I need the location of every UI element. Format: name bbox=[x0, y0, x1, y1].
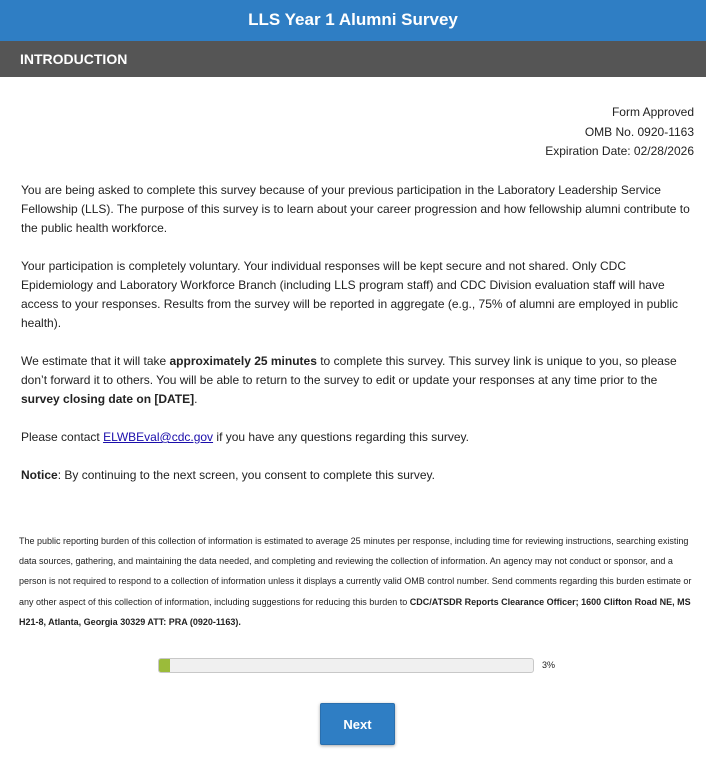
intro-paragraph-notice bbox=[21, 466, 693, 485]
progress-bar-fill bbox=[159, 659, 170, 672]
notice-label: Notice bbox=[21, 468, 58, 482]
intro-paragraph-purpose: You are being asked to complete this survey because of your previous participation in the Laboratory Leadership Service Fellowship (LLS). The purpose of this survey is to learn about your career progression and how fellowship alumni contribute to the public health workforce. bbox=[21, 183, 690, 235]
time-text-2: to complete this survey. This survey link is unique to you, so please don’t forward it to others. You will be able to return to the survey to edit or update your responses at any time prior to the bbox=[21, 354, 677, 387]
contact-text-2: if you have any questions regarding this survey. bbox=[213, 430, 469, 444]
contact-email-link[interactable]: ELWBEval@cdc.gov bbox=[103, 430, 214, 444]
time-text-3: . bbox=[194, 392, 198, 406]
expiration-date-text: Expiration Date: 02/28/2026 bbox=[545, 144, 694, 159]
intro-paragraph-time bbox=[21, 352, 693, 409]
intro-paragraph-contact bbox=[21, 428, 693, 447]
clearance-address: CDC/ATSDR Reports Clearance Officer; 1600 Clifton Road NE, MS H21-8, Atlanta, Georgia 30329 ATT: PRA (0920-1163). bbox=[19, 596, 691, 627]
closing-date: survey closing date on [DATE] bbox=[21, 392, 195, 406]
burden-statement bbox=[19, 531, 699, 632]
next-button[interactable]: Next bbox=[320, 703, 395, 745]
time-estimate: approximately 25 minutes bbox=[169, 354, 317, 368]
introduction-text bbox=[21, 181, 693, 504]
omb-approval-block bbox=[545, 103, 694, 162]
progress-bar bbox=[158, 658, 534, 673]
intro-paragraph-privacy: Your participation is completely voluntary. Your individual responses will be kept secure and not shared. Only CDC Epidemiology and Laboratory Workforce Branch (including LLS program staff) and CDC Division evaluation staff will have access to your responses. Results from the survey will be reported in aggregate (e.g., 75% of alumni are employed in public health). bbox=[21, 259, 678, 330]
section-title: INTRODUCTION bbox=[0, 41, 706, 77]
omb-number-text: OMB No. 0920-1163 bbox=[584, 124, 694, 139]
burden-text: The public reporting burden of this collection of information is estimated to average 25 minutes per response, including time for reviewing instructions, searching existing data sources, gathering, and maintaining the data needed, and completing and reviewing the collection of information. An agency may not conduct or sponsor, and a person is not required to respond to a collection of information unless it displays a currently valid OMB control number. Send comments regarding this burden estimate or any other aspect of this collection of information, including suggestions for reducing this burden to bbox=[19, 536, 692, 607]
contact-text-1: Please contact bbox=[21, 430, 104, 444]
time-text-1: We estimate that it will take bbox=[21, 354, 170, 368]
form-approved-text: Form Approved bbox=[611, 105, 694, 119]
progress-percent: 3% bbox=[542, 660, 556, 670]
notice-text: : By continuing to the next screen, you consent to complete this survey. bbox=[57, 468, 436, 482]
survey-title: LLS Year 1 Alumni Survey bbox=[0, 0, 706, 41]
